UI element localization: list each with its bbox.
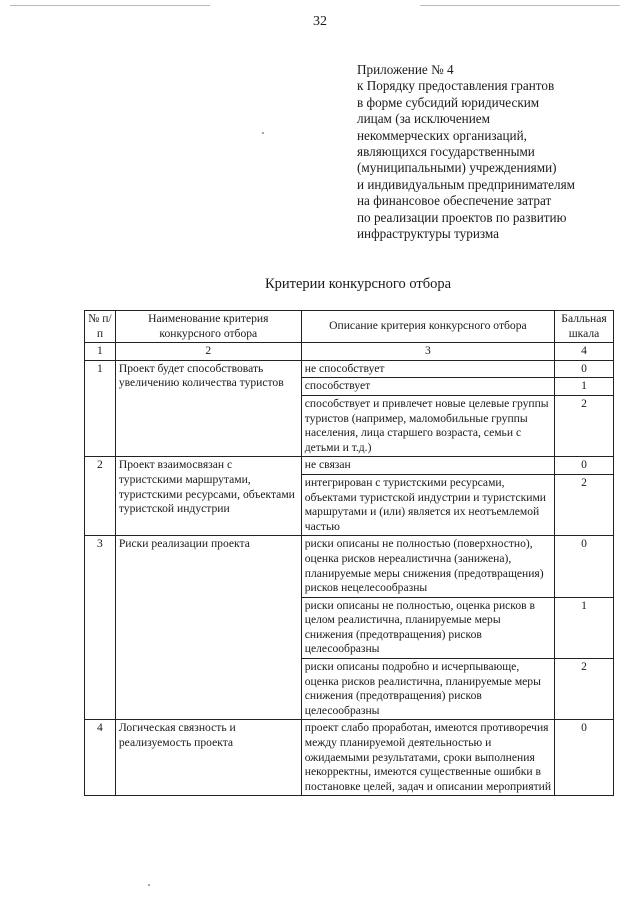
table-title: Критерии конкурсного отбора	[264, 276, 452, 292]
header-no: № п/п	[85, 311, 116, 343]
appendix-line: по реализации проектов по развитию	[357, 209, 567, 225]
criterion-option-score: 2	[555, 659, 614, 720]
criterion-option-desc: проект слабо проработан, имеются противоречия между планируемой деятельностью и ожидаемыми результатами, сроки выполнения некорректны, имеются существенные ошибки в постановке целей, задач и описании мероприятий	[301, 720, 554, 796]
appendix-line: к Порядку предоставления грантов	[357, 78, 555, 94]
appendix-line: Приложение № 4	[357, 62, 454, 77]
table-row	[85, 360, 614, 378]
scan-artifact-dot	[262, 132, 264, 134]
criterion-option-score: 2	[555, 395, 614, 456]
table-header-row	[85, 311, 614, 343]
criterion-option-score: 2	[555, 474, 614, 535]
criterion-option-desc: способствует и привлечет новые целевые группы туристов (например, маломобильные группы населения, лица старшего возраста, семьи с детьми и т.д.)	[301, 395, 554, 456]
criterion-option-score: 0	[555, 536, 614, 597]
page-number: 32	[313, 14, 327, 29]
appendix-line: некоммерческих организаций,	[357, 127, 527, 143]
criterion-option-score: 0	[555, 360, 614, 378]
table-row	[85, 457, 614, 475]
criterion-option-desc: не способствует	[301, 360, 554, 378]
criterion-name: Логическая связность и реализуемость проекта	[115, 720, 301, 796]
header-desc: Описание критерия конкурсного отбора	[301, 311, 554, 343]
criterion-number: 4	[85, 720, 116, 796]
criterion-option-desc: интегрирован с туристскими ресурсами, объектами туристской индустрии и туристскими маршрутами и (или) является их неотъемлемой частью	[301, 474, 554, 535]
criteria-table	[84, 310, 614, 796]
criterion-option-desc: риски описаны подробно и исчерпывающе, оценка рисков реалистична, планируемые меры снижения (предотвращения) рисков целесообразны	[301, 659, 554, 720]
criterion-option-desc: способствует	[301, 378, 554, 396]
header-score: Балльная шкала	[555, 311, 614, 343]
criterion-option-score: 1	[555, 597, 614, 658]
criterion-name: Проект будет способствовать увеличению количества туристов	[115, 360, 301, 457]
table-row	[85, 720, 614, 796]
column-number: 3	[301, 343, 554, 361]
table-row	[85, 536, 614, 597]
criterion-name: Проект взаимосвязан с туристскими маршрутами, туристскими ресурсами, объектами туристской индустрии	[115, 457, 301, 536]
criterion-option-score: 1	[555, 378, 614, 396]
header-name: Наименование критерия конкурсного отбора	[115, 311, 301, 343]
criterion-name: Риски реализации проекта	[115, 536, 301, 720]
criterion-option-desc: риски описаны не полностью (поверхностно), оценка рисков нереалистична (занижена), планируемые меры снижения (предотвращения) рисков нецелесообразны	[301, 536, 554, 597]
column-number-row	[85, 343, 614, 361]
criterion-number: 1	[85, 360, 116, 457]
criterion-option-desc: риски описаны не полностью, оценка рисков в целом реалистична, планируемые меры снижения (предотвращения) рисков целесообразны	[301, 597, 554, 658]
criterion-number: 3	[85, 536, 116, 720]
criterion-option-score: 0	[555, 457, 614, 475]
column-number: 2	[115, 343, 301, 361]
appendix-line: инфраструктуры туризма	[357, 226, 500, 242]
scan-artifact-line	[10, 5, 210, 6]
criterion-option-score: 0	[555, 720, 614, 796]
appendix-line: лицам (за исключением	[357, 111, 490, 127]
criterion-number: 2	[85, 457, 116, 536]
appendix-line: в форме субсидий юридическим	[357, 94, 540, 110]
scan-artifact-line	[420, 5, 620, 6]
appendix-line: являющихся государственными	[357, 144, 535, 160]
appendix-line: и индивидуальным предпринимателям	[357, 176, 576, 192]
appendix-block	[357, 62, 637, 242]
appendix-line: на финансовое обеспечение затрат	[357, 193, 552, 209]
criterion-option-desc: не связан	[301, 457, 554, 475]
column-number: 1	[85, 343, 116, 361]
column-number: 4	[555, 343, 614, 361]
appendix-line: (муниципальными) учреждениями)	[357, 160, 557, 176]
scan-artifact-dot	[148, 884, 150, 886]
